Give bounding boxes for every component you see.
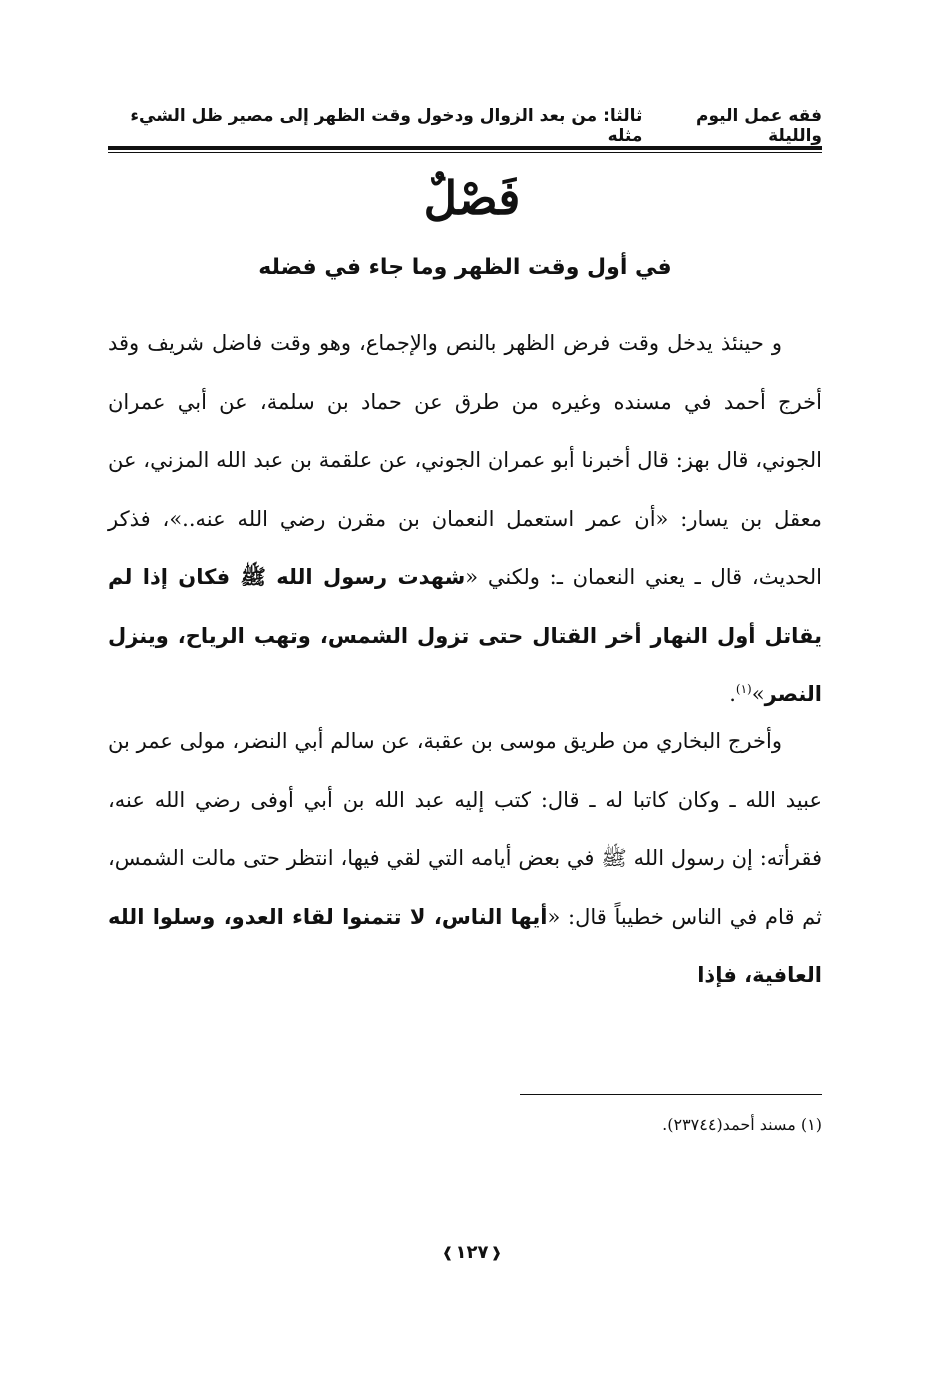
paragraph-1-quote: شهدت رسول الله ﷺ فكان إذا لم يقاتل أول النهار أخر القتال حتى تزول الشمس، وتهب الرياح، وينزل النصر (108, 565, 822, 706)
ornament-left-icon: ❰ (490, 1245, 503, 1261)
running-header (108, 106, 822, 146)
header-rule-thin (108, 152, 822, 153)
paragraph-1-quote-close: » (751, 682, 765, 706)
paragraph-2-quote: أيها الناس، لا تتمنوا لقاء العدو، وسلوا الله العافية، فإذا (108, 904, 822, 987)
ornament-right-icon: ❱ (441, 1245, 454, 1261)
paragraph-1 (108, 314, 822, 724)
page-number: ١٢٧ (455, 1242, 489, 1263)
paragraph-1-end: . (729, 682, 736, 706)
page-number-container (0, 1236, 944, 1270)
section-subheading: في أول وقت الظهر وما جاء في فضله (258, 255, 672, 280)
footnote-reference[interactable]: (١) (735, 682, 752, 696)
paragraph-1-text: و حينئذ يدخل وقت فرض الظهر بالنص والإجماع، وهو وقت فاضل شريف وقد أخرج أحمد في مسنده وغيره من طرق عن حماد بن سلمة، عن أبي عمران الجوني، قال بهز: قال أخبرنا أبو عمران الجوني، عن علقمة بن عبد الله المزني، عن معقل بن يسار: «أن عمر استعمل النعمان بن مقرن رضي الله عنه..»، فذكر الحديث، قال ـ يعني النعمان ـ: ولكني « (108, 331, 822, 589)
paragraph-2-text: وأخرج البخاري من طريق موسى بن عقبة، عن سالم أبي النضر، مولى عمر بن عبيد الله ـ وكان كاتبا له ـ قال: كتب إليه عبد الله بن أبي أوفى رضي الله عنه، فقرأته: إن رسول الله ﷺ في بعض أيامه التي لقي فيها، انتظر حتى مالت الشمس، ثم قام في الناس خطيباً قال: « (108, 729, 822, 929)
footnote: (١) مسند أحمد(٢٣٧٤٤). (662, 1115, 822, 1134)
section-heading: فَصْلٌ (423, 171, 521, 225)
header-rule (108, 146, 822, 150)
chapter-title: ثالثا: من بعد الزوال ودخول وقت الظهر إلى مصير ظل الشيء مثله (130, 106, 643, 146)
book-title: فقه عمل اليوم والليلة (696, 106, 822, 146)
footnote-separator (520, 1094, 822, 1095)
paragraph-2 (108, 712, 822, 1005)
